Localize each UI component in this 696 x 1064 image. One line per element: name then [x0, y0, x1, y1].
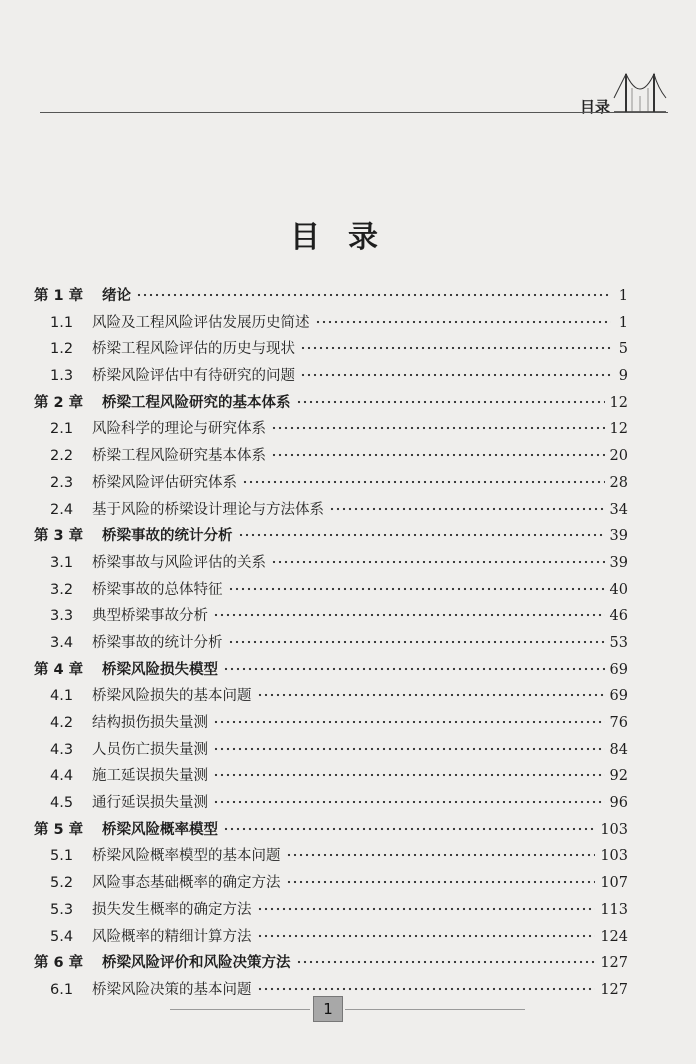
toc-entry-title: 桥梁风险概率模型的基本问题 — [92, 848, 281, 865]
toc-entry-title: 风险及工程风险评估发展历史简述 — [92, 314, 310, 331]
dot-leader — [228, 630, 605, 645]
toc-section-row[interactable] — [34, 871, 628, 898]
toc-entry-number: 1.3 — [50, 368, 74, 385]
toc-section-row[interactable] — [34, 738, 628, 765]
toc-entry-title: 风险事态基础概率的确定方法 — [92, 875, 281, 892]
toc-chapter-row[interactable] — [34, 524, 628, 551]
toc-entry-number: 第 6 章 — [34, 955, 84, 972]
dot-leader — [296, 951, 596, 966]
toc-entry-page: 9 — [618, 368, 628, 385]
dot-leader — [242, 470, 605, 485]
toc-entry-title: 桥梁工程风险研究的基本体系 — [102, 394, 291, 411]
toc-section-row[interactable] — [34, 604, 628, 631]
dot-leader — [213, 711, 605, 726]
toc-entry-title: 桥梁事故的统计分析 — [92, 634, 223, 651]
dot-leader — [257, 924, 596, 939]
dot-leader — [315, 310, 612, 325]
toc-entry-page: 96 — [609, 795, 628, 812]
dot-leader — [300, 337, 611, 352]
toc-entry-page: 113 — [600, 901, 628, 918]
toc-chapter-row[interactable] — [34, 391, 628, 418]
toc-section-row[interactable] — [34, 791, 628, 818]
toc-entry-title: 风险概率的精细计算方法 — [92, 928, 252, 945]
toc-entry-page: 46 — [609, 608, 628, 625]
toc-entry-page: 76 — [609, 715, 628, 731]
dot-leader — [271, 550, 605, 565]
header-label: 目录 — [579, 98, 610, 116]
toc-entry-page: 127 — [600, 955, 628, 972]
dot-leader — [329, 497, 605, 512]
toc-entry-number: 5.3 — [50, 901, 74, 918]
toc-entry-page: 40 — [609, 581, 628, 598]
toc-entry-title: 桥梁事故与风险评估的关系 — [92, 554, 266, 571]
dot-leader — [257, 684, 605, 699]
header-rule — [40, 112, 668, 113]
toc-entry-number: 2.3 — [50, 474, 74, 491]
toc-entry-number: 5.4 — [50, 928, 74, 945]
toc-entry-number: 4.3 — [50, 741, 74, 758]
toc-entry-page: 53 — [609, 634, 628, 651]
toc-entry-page: 1 — [618, 314, 628, 331]
toc-entry-title: 桥梁风险损失的基本问题 — [92, 688, 252, 705]
toc-entry-number: 第 4 章 — [34, 661, 84, 678]
toc-entry-page: 5 — [618, 341, 628, 358]
toc-entry-title: 桥梁事故的总体特征 — [92, 581, 223, 598]
toc-section-row[interactable] — [34, 764, 628, 791]
dot-leader — [271, 444, 605, 459]
toc-entry-page: 12 — [609, 394, 628, 411]
toc-entry-title: 桥梁风险损失模型 — [102, 661, 218, 678]
toc-entry-title: 人员伤亡损失量测 — [92, 741, 208, 758]
toc-section-row[interactable] — [34, 711, 628, 738]
toc-entry-page: 103 — [600, 848, 628, 865]
toc-entry-page: 124 — [600, 928, 628, 945]
page-number-badge: 1 — [313, 996, 343, 1022]
toc-section-row[interactable] — [34, 844, 628, 871]
toc-entry-page: 34 — [609, 501, 628, 518]
dot-leader — [223, 817, 595, 832]
toc-section-row[interactable] — [34, 631, 628, 658]
toc-entry-number: 2.4 — [50, 501, 74, 518]
dot-leader — [213, 764, 605, 779]
toc-chapter-row[interactable] — [34, 658, 628, 685]
toc-entry-number: 4.1 — [50, 688, 74, 705]
dot-leader — [213, 737, 605, 752]
toc-entry-title: 结构损伤损失量测 — [92, 715, 208, 731]
toc-entry-number: 3.2 — [50, 581, 74, 598]
toc-section-row[interactable] — [34, 898, 628, 925]
toc-entry-page: 69 — [609, 661, 628, 678]
toc-entry-page: 39 — [609, 528, 628, 545]
toc-entry-number: 4.2 — [50, 715, 74, 731]
toc-section-row[interactable] — [34, 471, 628, 498]
toc-section-row[interactable] — [34, 444, 628, 471]
page-title: 目录 — [290, 220, 406, 256]
toc-entry-page: 127 — [600, 981, 628, 998]
toc-entry-title: 桥梁工程风险评估的历史与现状 — [92, 341, 295, 358]
footer-rule-left — [170, 1009, 310, 1010]
toc-entry-title: 桥梁风险评价和风险决策方法 — [102, 955, 291, 972]
toc-chapter-row[interactable] — [34, 284, 628, 311]
toc-entry-number: 5.1 — [50, 848, 74, 865]
toc-entry-number: 第 5 章 — [34, 821, 84, 838]
toc-entry-page: 39 — [609, 554, 628, 571]
toc-entry-title: 损失发生概率的确定方法 — [92, 901, 252, 918]
dot-leader — [238, 524, 605, 539]
toc-section-row[interactable] — [34, 364, 628, 391]
toc-entry-title: 绪论 — [102, 288, 131, 304]
dot-leader — [271, 417, 605, 432]
dot-leader — [228, 577, 605, 592]
toc-entry-page: 103 — [600, 821, 628, 838]
toc-section-row[interactable] — [34, 684, 628, 711]
toc-entry-number: 第 1 章 — [34, 288, 84, 304]
toc-entry-number: 3.1 — [50, 554, 74, 571]
toc-entry-page: 12 — [609, 421, 628, 438]
dot-leader — [286, 871, 596, 886]
toc-entry-title: 桥梁工程风险研究基本体系 — [92, 448, 266, 465]
toc-section-row[interactable] — [34, 551, 628, 578]
toc-entry-number: 第 2 章 — [34, 394, 84, 411]
toc-entry-number: 2.2 — [50, 448, 74, 465]
toc-entry-page: 28 — [609, 474, 628, 491]
toc-entry-title: 桥梁事故的统计分析 — [102, 528, 233, 545]
running-header — [0, 0, 696, 120]
toc-entry-page: 84 — [609, 741, 628, 758]
dot-leader — [296, 390, 605, 405]
toc-entry-number: 第 3 章 — [34, 528, 84, 545]
toc-section-row[interactable] — [34, 498, 628, 525]
toc-section-row[interactable] — [34, 311, 628, 338]
toc-entry-page: 20 — [609, 448, 628, 465]
dot-leader — [300, 364, 611, 379]
dot-leader — [257, 977, 596, 992]
toc-entry-title: 桥梁风险决策的基本问题 — [92, 981, 252, 998]
dot-leader — [257, 897, 596, 912]
toc-entry-title: 风险科学的理论与研究体系 — [92, 421, 266, 438]
toc-entry-number: 2.1 — [50, 421, 74, 438]
toc-entry-title: 典型桥梁事故分析 — [92, 608, 208, 625]
footer-rule-right — [345, 1009, 525, 1010]
dot-leader — [136, 284, 611, 299]
toc-entry-page: 1 — [618, 288, 628, 304]
toc-chapter-row[interactable] — [34, 818, 628, 845]
toc-entry-title: 桥梁风险评估研究体系 — [92, 474, 237, 491]
toc-entry-title: 施工延误损失量测 — [92, 768, 208, 785]
toc-section-row[interactable] — [34, 337, 628, 364]
toc-entry-number: 1.1 — [50, 314, 74, 331]
dot-leader — [223, 657, 605, 672]
toc-entry-page: 107 — [600, 875, 628, 892]
toc-entry-number: 4.4 — [50, 768, 74, 785]
dot-leader — [213, 604, 605, 619]
toc-entry-number: 3.4 — [50, 634, 74, 651]
toc-entry-title: 桥梁风险评估中有待研究的问题 — [92, 368, 295, 385]
dot-leader — [286, 844, 596, 859]
toc-entry-number: 1.2 — [50, 341, 74, 358]
table-of-contents — [34, 284, 628, 1005]
dot-leader — [213, 791, 605, 806]
toc-entry-number: 4.5 — [50, 795, 74, 812]
toc-section-row[interactable] — [34, 578, 628, 605]
toc-entry-page: 69 — [609, 688, 628, 705]
toc-entry-page: 92 — [609, 768, 628, 785]
toc-entry-number: 5.2 — [50, 875, 74, 892]
toc-entry-number: 6.1 — [50, 981, 74, 998]
toc-section-row[interactable] — [34, 417, 628, 444]
toc-section-row[interactable] — [34, 925, 628, 952]
toc-chapter-row[interactable] — [34, 951, 628, 978]
toc-entry-number: 3.3 — [50, 608, 74, 625]
toc-entry-title: 桥梁风险概率模型 — [102, 821, 218, 838]
toc-entry-title: 通行延误损失量测 — [92, 795, 208, 812]
bridge-icon — [612, 68, 668, 116]
toc-entry-title: 基于风险的桥梁设计理论与方法体系 — [92, 501, 324, 518]
